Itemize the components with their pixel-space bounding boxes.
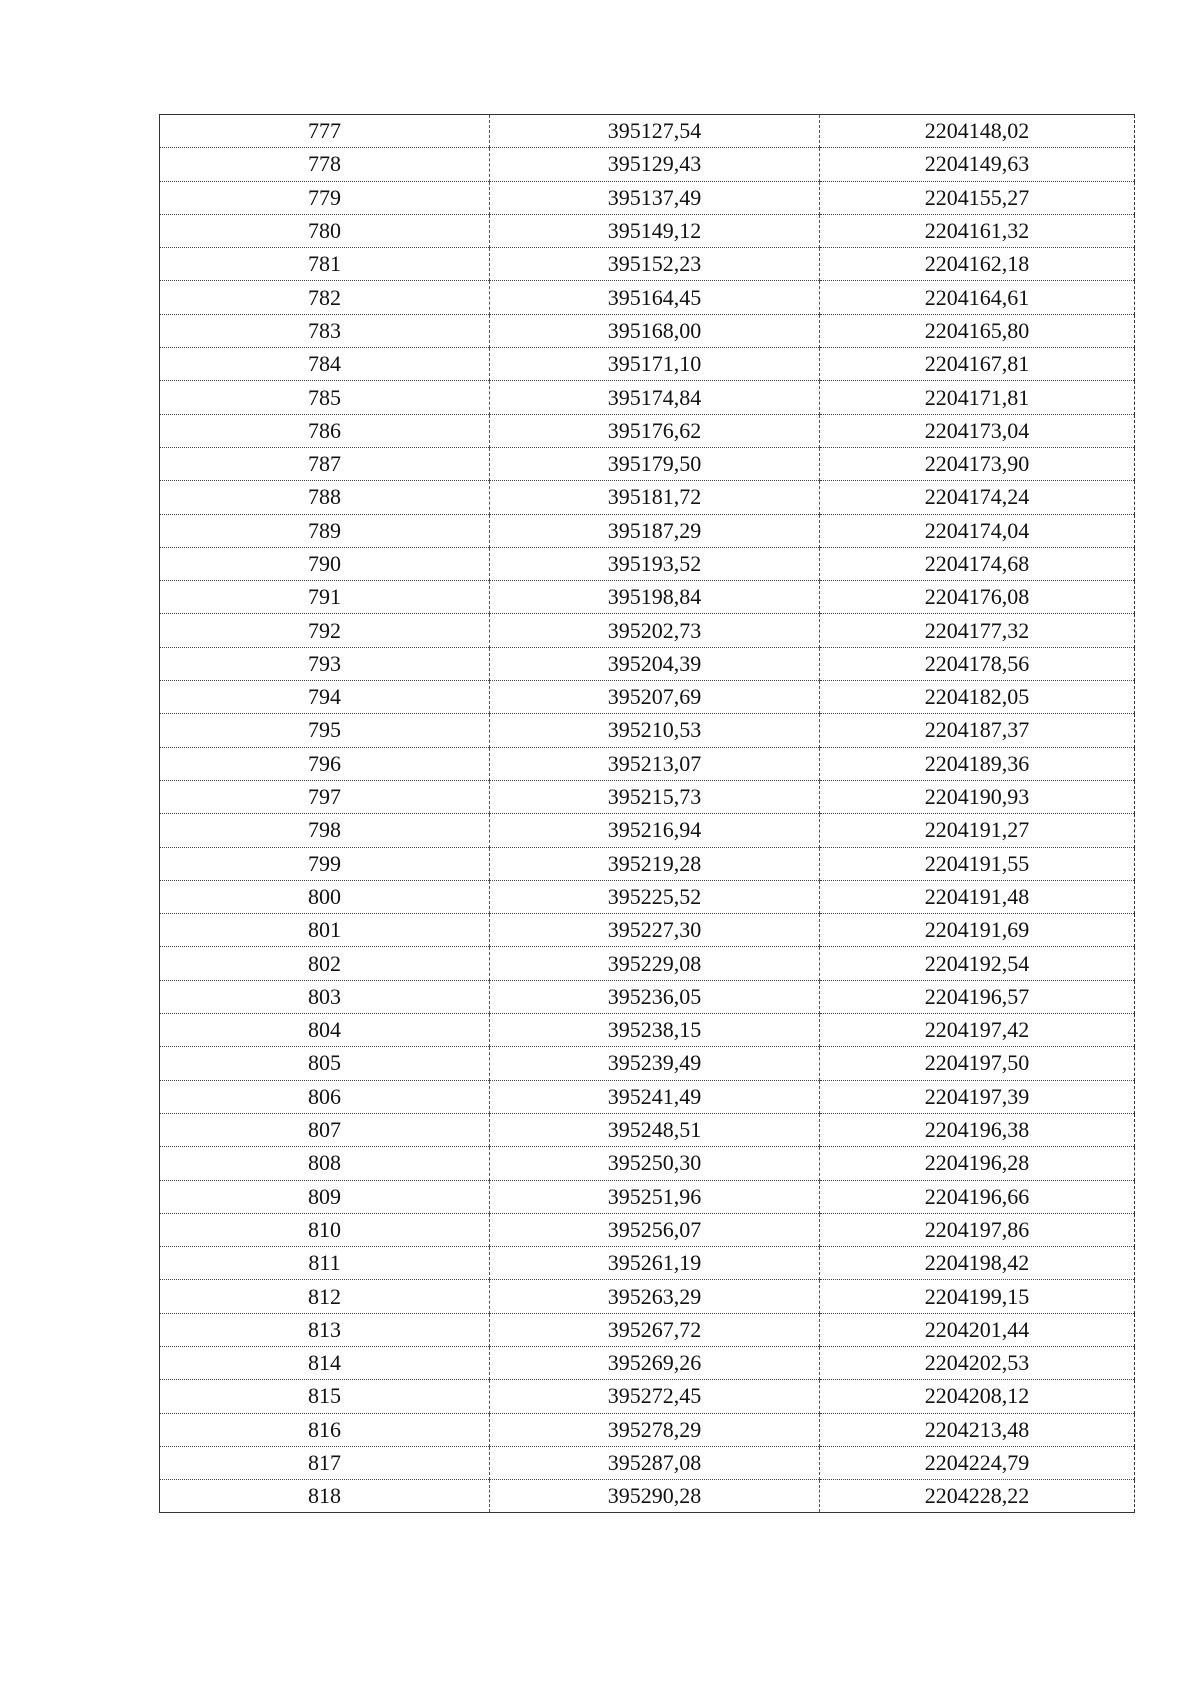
table-row <box>160 647 1135 680</box>
y-coordinate-cell: 2204173,90 <box>820 447 1135 480</box>
table-row <box>160 980 1135 1013</box>
table-row <box>160 1313 1135 1346</box>
point-number-cell: 785 <box>160 381 490 414</box>
point-number-cell: 784 <box>160 348 490 381</box>
table-row <box>160 181 1135 214</box>
y-coordinate-cell: 2204199,15 <box>820 1280 1135 1313</box>
point-number-cell: 816 <box>160 1413 490 1446</box>
y-coordinate-cell: 2204191,69 <box>820 914 1135 947</box>
y-coordinate-cell: 2204201,44 <box>820 1313 1135 1346</box>
x-coordinate-cell: 395238,15 <box>490 1014 820 1047</box>
y-coordinate-cell: 2204174,24 <box>820 481 1135 514</box>
point-number-cell: 800 <box>160 880 490 913</box>
table-row <box>160 914 1135 947</box>
point-number-cell: 807 <box>160 1113 490 1146</box>
x-coordinate-cell: 395241,49 <box>490 1080 820 1113</box>
table-row <box>160 681 1135 714</box>
y-coordinate-cell: 2204161,32 <box>820 214 1135 247</box>
point-number-cell: 808 <box>160 1147 490 1180</box>
table-row <box>160 1147 1135 1180</box>
y-coordinate-cell: 2204148,02 <box>820 115 1135 148</box>
table-row <box>160 481 1135 514</box>
y-coordinate-cell: 2204149,63 <box>820 148 1135 181</box>
point-number-cell: 806 <box>160 1080 490 1113</box>
point-number-cell: 803 <box>160 980 490 1013</box>
point-number-cell: 778 <box>160 148 490 181</box>
y-coordinate-cell: 2204202,53 <box>820 1346 1135 1379</box>
y-coordinate-cell: 2204187,37 <box>820 714 1135 747</box>
y-coordinate-cell: 2204155,27 <box>820 181 1135 214</box>
point-number-cell: 791 <box>160 581 490 614</box>
point-number-cell: 814 <box>160 1346 490 1379</box>
table-row <box>160 880 1135 913</box>
point-number-cell: 818 <box>160 1480 490 1513</box>
y-coordinate-cell: 2204173,04 <box>820 414 1135 447</box>
x-coordinate-cell: 395187,29 <box>490 514 820 547</box>
x-coordinate-cell: 395239,49 <box>490 1047 820 1080</box>
point-number-cell: 795 <box>160 714 490 747</box>
point-number-cell: 794 <box>160 681 490 714</box>
point-number-cell: 792 <box>160 614 490 647</box>
x-coordinate-cell: 395179,50 <box>490 447 820 480</box>
x-coordinate-cell: 395204,39 <box>490 647 820 680</box>
point-number-cell: 805 <box>160 1047 490 1080</box>
x-coordinate-cell: 395152,23 <box>490 248 820 281</box>
table-row <box>160 747 1135 780</box>
y-coordinate-cell: 2204191,48 <box>820 880 1135 913</box>
table-row <box>160 614 1135 647</box>
y-coordinate-cell: 2204224,79 <box>820 1446 1135 1479</box>
y-coordinate-cell: 2204198,42 <box>820 1247 1135 1280</box>
y-coordinate-cell: 2204182,05 <box>820 681 1135 714</box>
x-coordinate-cell: 395269,26 <box>490 1346 820 1379</box>
y-coordinate-cell: 2204213,48 <box>820 1413 1135 1446</box>
table-row <box>160 847 1135 880</box>
point-number-cell: 783 <box>160 314 490 347</box>
x-coordinate-cell: 395272,45 <box>490 1380 820 1413</box>
point-number-cell: 780 <box>160 214 490 247</box>
point-number-cell: 781 <box>160 248 490 281</box>
table-row <box>160 1280 1135 1313</box>
y-coordinate-cell: 2204171,81 <box>820 381 1135 414</box>
y-coordinate-cell: 2204192,54 <box>820 947 1135 980</box>
y-coordinate-cell: 2204196,28 <box>820 1147 1135 1180</box>
table-row <box>160 514 1135 547</box>
x-coordinate-cell: 395127,54 <box>490 115 820 148</box>
y-coordinate-cell: 2204196,38 <box>820 1113 1135 1146</box>
y-coordinate-cell: 2204164,61 <box>820 281 1135 314</box>
x-coordinate-cell: 395213,07 <box>490 747 820 780</box>
table-row <box>160 281 1135 314</box>
x-coordinate-cell: 395171,10 <box>490 348 820 381</box>
table-row <box>160 1413 1135 1446</box>
point-number-cell: 790 <box>160 547 490 580</box>
table-row <box>160 1047 1135 1080</box>
x-coordinate-cell: 395129,43 <box>490 148 820 181</box>
table-row <box>160 1180 1135 1213</box>
x-coordinate-cell: 395198,84 <box>490 581 820 614</box>
x-coordinate-cell: 395229,08 <box>490 947 820 980</box>
y-coordinate-cell: 2204197,50 <box>820 1047 1135 1080</box>
coordinates-table <box>159 114 1135 1513</box>
point-number-cell: 812 <box>160 1280 490 1313</box>
y-coordinate-cell: 2204228,22 <box>820 1480 1135 1513</box>
x-coordinate-cell: 395267,72 <box>490 1313 820 1346</box>
table-row <box>160 1346 1135 1379</box>
table-row <box>160 1446 1135 1479</box>
point-number-cell: 802 <box>160 947 490 980</box>
x-coordinate-cell: 395202,73 <box>490 614 820 647</box>
point-number-cell: 779 <box>160 181 490 214</box>
x-coordinate-cell: 395225,52 <box>490 880 820 913</box>
y-coordinate-cell: 2204177,32 <box>820 614 1135 647</box>
y-coordinate-cell: 2204165,80 <box>820 314 1135 347</box>
table-row <box>160 1113 1135 1146</box>
x-coordinate-cell: 395164,45 <box>490 281 820 314</box>
point-number-cell: 801 <box>160 914 490 947</box>
x-coordinate-cell: 395236,05 <box>490 980 820 1013</box>
y-coordinate-cell: 2204178,56 <box>820 647 1135 680</box>
table-row <box>160 581 1135 614</box>
y-coordinate-cell: 2204197,39 <box>820 1080 1135 1113</box>
y-coordinate-cell: 2204174,68 <box>820 547 1135 580</box>
table-row <box>160 1080 1135 1113</box>
point-number-cell: 815 <box>160 1380 490 1413</box>
table-row <box>160 947 1135 980</box>
y-coordinate-cell: 2204196,66 <box>820 1180 1135 1213</box>
x-coordinate-cell: 395207,69 <box>490 681 820 714</box>
point-number-cell: 797 <box>160 780 490 813</box>
table-row <box>160 547 1135 580</box>
x-coordinate-cell: 395210,53 <box>490 714 820 747</box>
y-coordinate-cell: 2204208,12 <box>820 1380 1135 1413</box>
x-coordinate-cell: 395219,28 <box>490 847 820 880</box>
x-coordinate-cell: 395278,29 <box>490 1413 820 1446</box>
y-coordinate-cell: 2204197,86 <box>820 1213 1135 1246</box>
x-coordinate-cell: 395168,00 <box>490 314 820 347</box>
point-number-cell: 817 <box>160 1446 490 1479</box>
point-number-cell: 788 <box>160 481 490 514</box>
y-coordinate-cell: 2204190,93 <box>820 780 1135 813</box>
point-number-cell: 809 <box>160 1180 490 1213</box>
point-number-cell: 787 <box>160 447 490 480</box>
point-number-cell: 789 <box>160 514 490 547</box>
point-number-cell: 786 <box>160 414 490 447</box>
y-coordinate-cell: 2204176,08 <box>820 581 1135 614</box>
table-row <box>160 447 1135 480</box>
y-coordinate-cell: 2204174,04 <box>820 514 1135 547</box>
y-coordinate-cell: 2204191,55 <box>820 847 1135 880</box>
y-coordinate-cell: 2204162,18 <box>820 248 1135 281</box>
table-row <box>160 214 1135 247</box>
point-number-cell: 810 <box>160 1213 490 1246</box>
x-coordinate-cell: 395261,19 <box>490 1247 820 1280</box>
table-row <box>160 314 1135 347</box>
y-coordinate-cell: 2204196,57 <box>820 980 1135 1013</box>
table-row <box>160 148 1135 181</box>
point-number-cell: 811 <box>160 1247 490 1280</box>
x-coordinate-cell: 395215,73 <box>490 780 820 813</box>
table-row <box>160 1213 1135 1246</box>
table-row <box>160 814 1135 847</box>
x-coordinate-cell: 395181,72 <box>490 481 820 514</box>
x-coordinate-cell: 395250,30 <box>490 1147 820 1180</box>
y-coordinate-cell: 2204197,42 <box>820 1014 1135 1047</box>
y-coordinate-cell: 2204167,81 <box>820 348 1135 381</box>
table-row <box>160 1380 1135 1413</box>
x-coordinate-cell: 395176,62 <box>490 414 820 447</box>
table-row <box>160 780 1135 813</box>
point-number-cell: 799 <box>160 847 490 880</box>
point-number-cell: 777 <box>160 115 490 148</box>
y-coordinate-cell: 2204191,27 <box>820 814 1135 847</box>
table-row <box>160 414 1135 447</box>
x-coordinate-cell: 395174,84 <box>490 381 820 414</box>
table-row <box>160 1480 1135 1513</box>
point-number-cell: 793 <box>160 647 490 680</box>
x-coordinate-cell: 395193,52 <box>490 547 820 580</box>
table-row <box>160 248 1135 281</box>
table-row <box>160 1247 1135 1280</box>
point-number-cell: 804 <box>160 1014 490 1047</box>
x-coordinate-cell: 395137,49 <box>490 181 820 214</box>
x-coordinate-cell: 395251,96 <box>490 1180 820 1213</box>
x-coordinate-cell: 395256,07 <box>490 1213 820 1246</box>
y-coordinate-cell: 2204189,36 <box>820 747 1135 780</box>
x-coordinate-cell: 395248,51 <box>490 1113 820 1146</box>
point-number-cell: 813 <box>160 1313 490 1346</box>
point-number-cell: 782 <box>160 281 490 314</box>
x-coordinate-cell: 395216,94 <box>490 814 820 847</box>
x-coordinate-cell: 395227,30 <box>490 914 820 947</box>
point-number-cell: 796 <box>160 747 490 780</box>
x-coordinate-cell: 395263,29 <box>490 1280 820 1313</box>
x-coordinate-cell: 395149,12 <box>490 214 820 247</box>
point-number-cell: 798 <box>160 814 490 847</box>
table-row <box>160 348 1135 381</box>
x-coordinate-cell: 395290,28 <box>490 1480 820 1513</box>
table-row <box>160 381 1135 414</box>
table-row <box>160 1014 1135 1047</box>
table-row <box>160 714 1135 747</box>
coordinates-table-body <box>160 115 1135 1513</box>
table-row <box>160 115 1135 148</box>
x-coordinate-cell: 395287,08 <box>490 1446 820 1479</box>
